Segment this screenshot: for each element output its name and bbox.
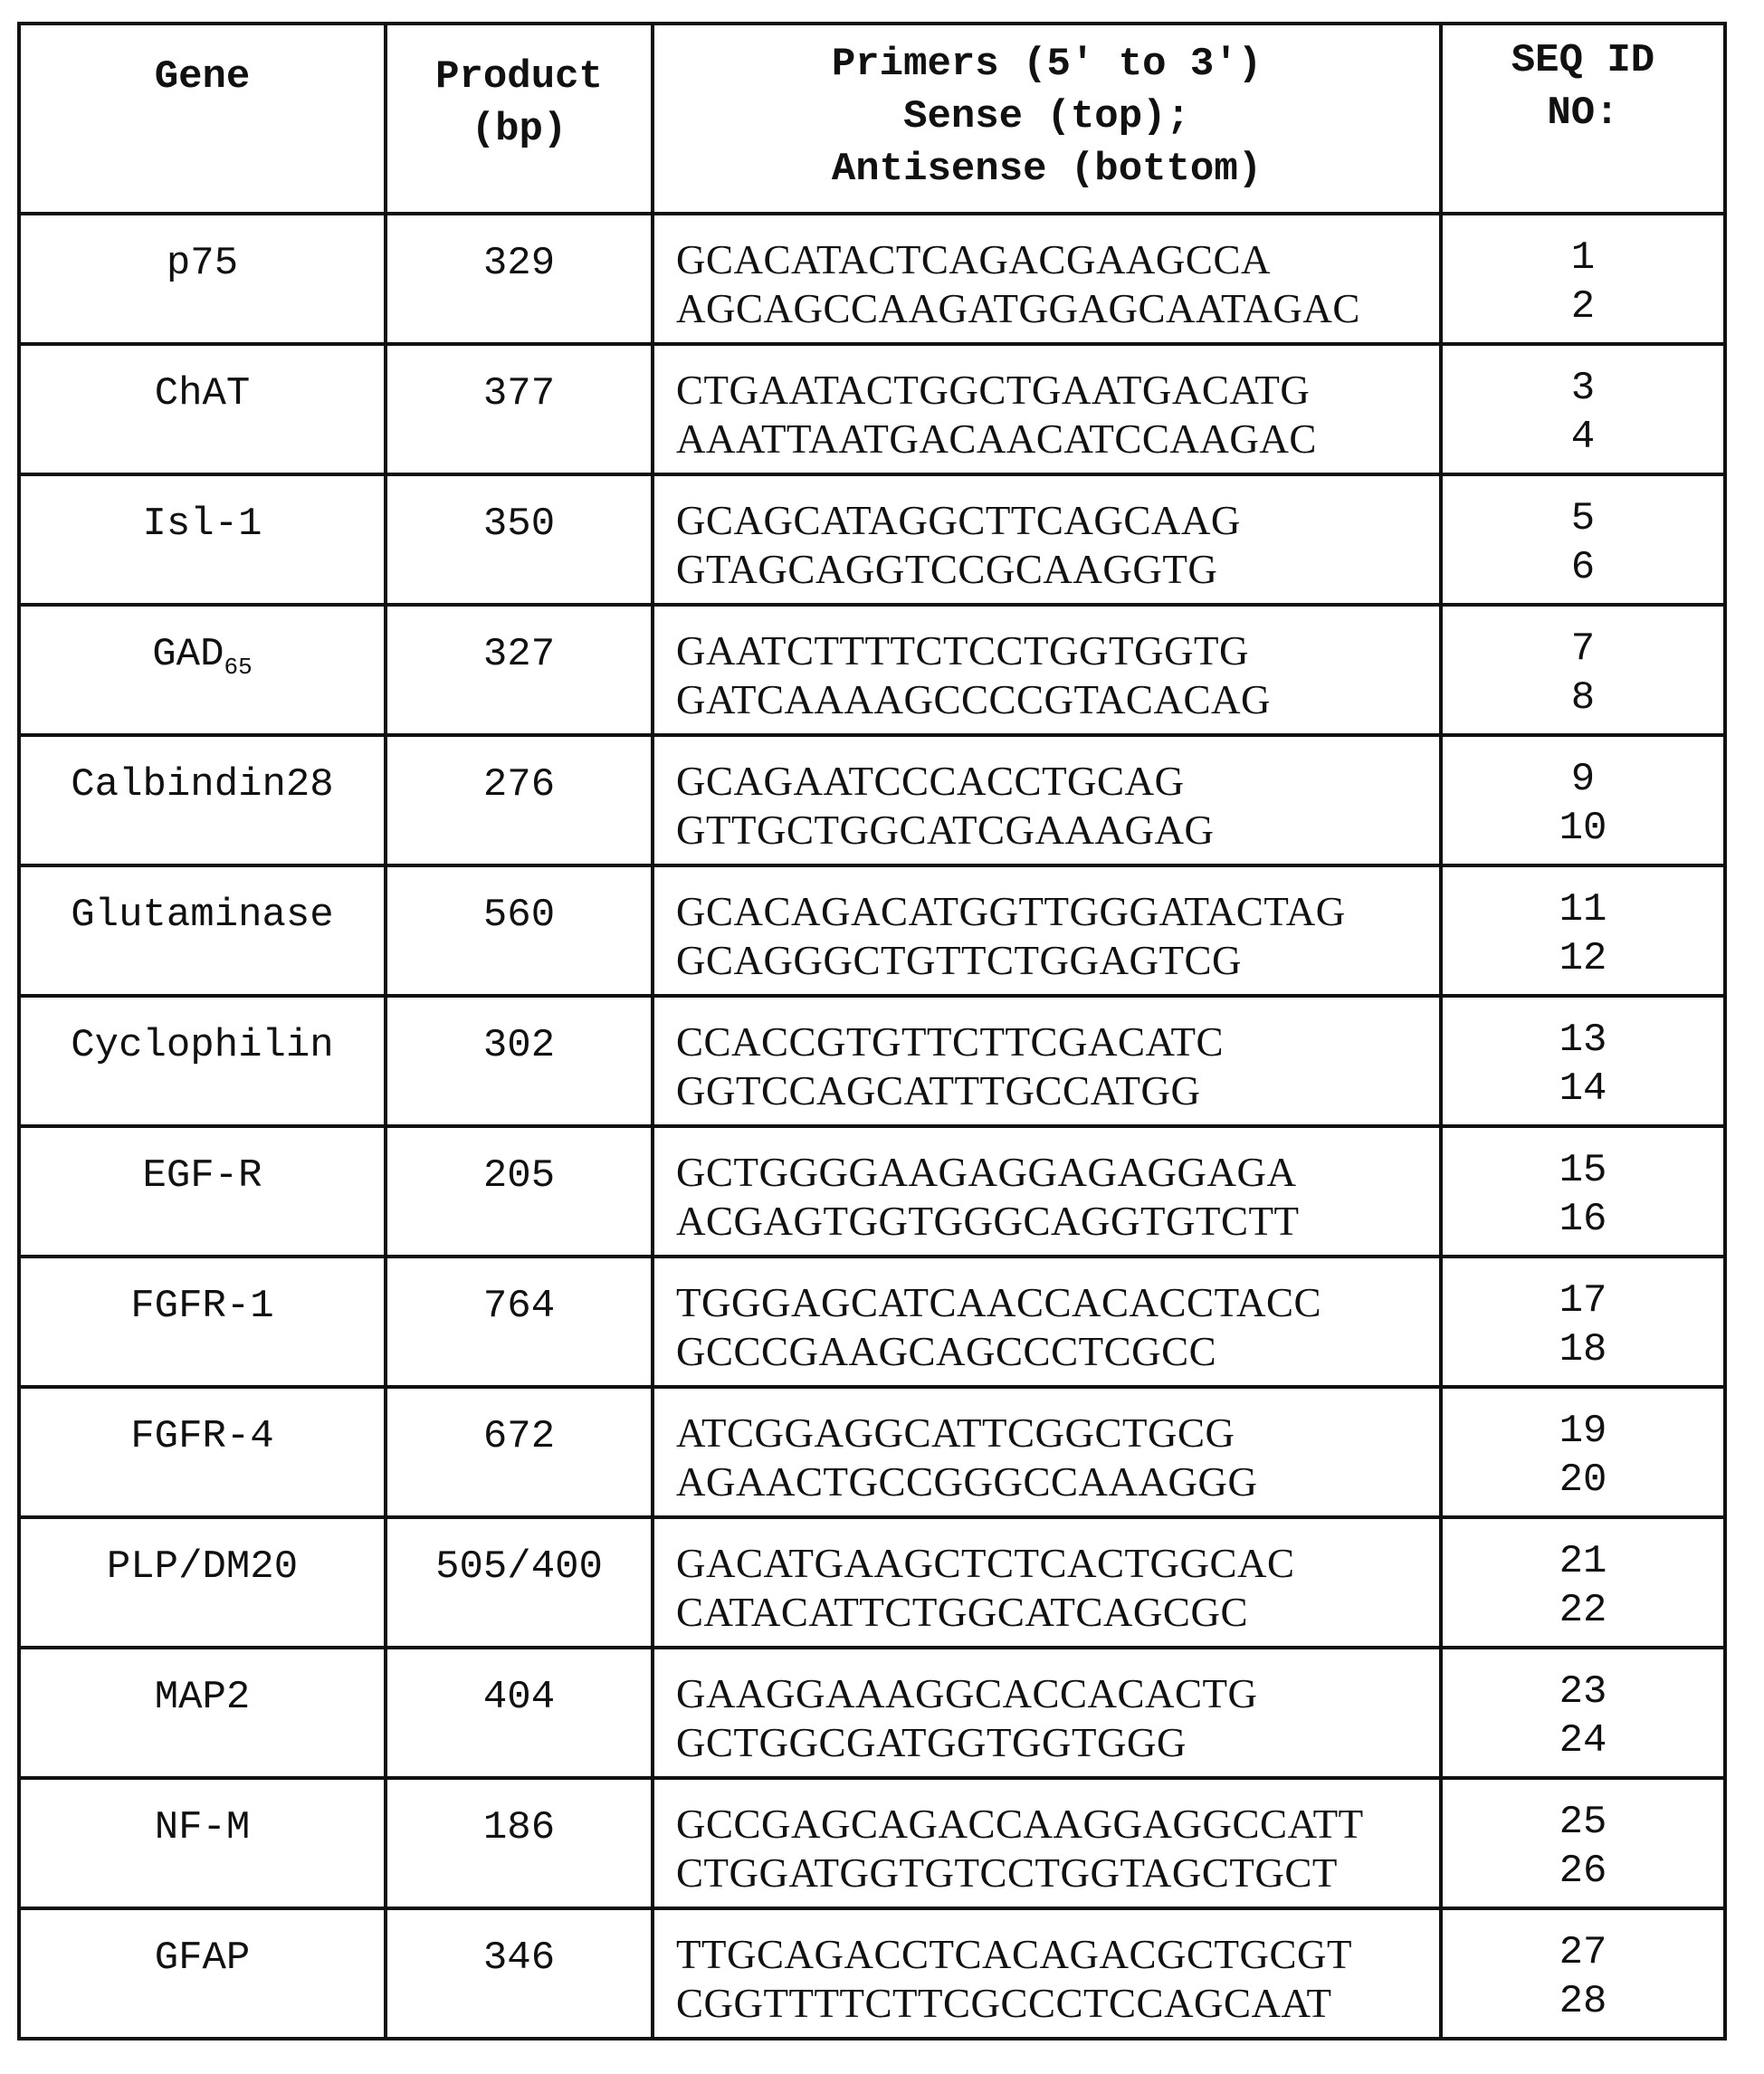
header-row: [19, 24, 1725, 214]
header-seq-line1: SEQ ID: [1443, 34, 1723, 87]
seq-id-cell: [1441, 1908, 1725, 2039]
header-gene-label: Gene: [155, 54, 251, 100]
seq-id-cell: [1441, 1778, 1725, 1908]
seq-id-sense: 1: [1443, 234, 1723, 282]
gene-name: GAD: [152, 632, 224, 677]
primers-cell: [653, 1778, 1441, 1908]
table-row: [19, 1517, 1725, 1648]
product-cell: [386, 1126, 653, 1257]
header-seq-id: [1441, 24, 1725, 214]
table-row: [19, 474, 1725, 605]
product-size: 329: [483, 241, 555, 286]
product-size: 505/400: [435, 1544, 603, 1590]
sense-primer: TTGCAGACCTCACAGACGCTGCGT: [676, 1930, 1439, 1979]
sense-primer: GAATCTTTTCTCCTGGTGGTG: [676, 626, 1439, 675]
seq-id-sense: 5: [1443, 494, 1723, 543]
table-row: [19, 1387, 1725, 1517]
gene-cell: [19, 1778, 386, 1908]
primers-cell: [653, 1257, 1441, 1387]
table-body: [19, 214, 1725, 2039]
gene-name: PLP/DM20: [107, 1544, 298, 1590]
primers-cell: [653, 1908, 1441, 2039]
sense-primer: GCACATACTCAGACGAAGCCA: [676, 235, 1439, 284]
gene-cell: [19, 1126, 386, 1257]
header-seq-line2: NO:: [1443, 87, 1723, 139]
seq-id-antisense: 24: [1443, 1716, 1723, 1765]
seq-id-sense: 9: [1443, 755, 1723, 804]
antisense-primer: CGGTTTTCTTCGCCCTCCAGCAAT: [676, 1979, 1439, 2028]
seq-id-cell: [1441, 214, 1725, 344]
sense-primer: GCCGAGCAGACCAAGGAGGCCATT: [676, 1800, 1439, 1849]
seq-id-sense: 7: [1443, 625, 1723, 674]
antisense-primer: CATACATTCTGGCATCAGCGC: [676, 1588, 1439, 1637]
antisense-primer: GCTGGCGATGGTGGTGGG: [676, 1718, 1439, 1767]
sense-primer: CTGAATACTGGCTGAATGACATG: [676, 366, 1439, 415]
product-size: 764: [483, 1284, 555, 1329]
gene-name: NF-M: [155, 1805, 251, 1850]
antisense-primer: GGTCCAGCATTTGCCATGG: [676, 1066, 1439, 1115]
header-product-line2: (bp): [387, 103, 651, 156]
seq-id-antisense: 8: [1443, 674, 1723, 722]
seq-id-sense: 3: [1443, 364, 1723, 413]
gene-cell: [19, 735, 386, 865]
table-row: [19, 1126, 1725, 1257]
antisense-primer: GCCCGAAGCAGCCCTCGCC: [676, 1327, 1439, 1376]
seq-id-antisense: 16: [1443, 1195, 1723, 1244]
product-size: 377: [483, 371, 555, 416]
seq-id-antisense: 10: [1443, 804, 1723, 853]
table-row: [19, 996, 1725, 1126]
product-cell: [386, 605, 653, 735]
product-cell: [386, 865, 653, 996]
antisense-primer: GTAGCAGGTCCGCAAGGTG: [676, 545, 1439, 594]
gene-cell: [19, 1908, 386, 2039]
primers-cell: [653, 1126, 1441, 1257]
sense-primer: TGGGAGCATCAACCACACCTACC: [676, 1278, 1439, 1327]
gene-cell: [19, 605, 386, 735]
header-product-line1: Product: [387, 51, 651, 103]
table-row: [19, 1778, 1725, 1908]
sense-primer: GCAGAATCCCACCTGCAG: [676, 757, 1439, 806]
product-cell: [386, 214, 653, 344]
primers-cell: [653, 1648, 1441, 1778]
gene-name: ChAT: [155, 371, 251, 416]
seq-id-cell: [1441, 735, 1725, 865]
product-cell: [386, 735, 653, 865]
gene-cell: [19, 474, 386, 605]
antisense-primer: AAATTAATGACAACATCCAAGAC: [676, 415, 1439, 464]
product-size: 327: [483, 632, 555, 677]
primers-cell: [653, 214, 1441, 344]
product-size: 560: [483, 893, 555, 938]
seq-id-sense: 25: [1443, 1798, 1723, 1847]
table-row: [19, 1908, 1725, 2039]
seq-id-cell: [1441, 1517, 1725, 1648]
seq-id-antisense: 28: [1443, 1977, 1723, 2026]
seq-id-sense: 23: [1443, 1668, 1723, 1716]
product-cell: [386, 1517, 653, 1648]
gene-name: Calbindin28: [71, 762, 333, 808]
seq-id-antisense: 2: [1443, 282, 1723, 331]
primers-cell: [653, 1517, 1441, 1648]
seq-id-sense: 21: [1443, 1537, 1723, 1586]
table-row: [19, 865, 1725, 996]
seq-id-antisense: 20: [1443, 1456, 1723, 1505]
primers-cell: [653, 865, 1441, 996]
antisense-primer: ACGAGTGGTGGGCAGGTGTCTT: [676, 1197, 1439, 1246]
primers-cell: [653, 996, 1441, 1126]
sense-primer: GACATGAAGCTCTCACTGGCAC: [676, 1539, 1439, 1588]
antisense-primer: AGCAGCCAAGATGGAGCAATAGAC: [676, 284, 1439, 333]
table-row: [19, 605, 1725, 735]
antisense-primer: GTTGCTGGCATCGAAAGAG: [676, 806, 1439, 855]
header-primers-line3: Antisense (bottom): [654, 143, 1439, 196]
gene-cell: [19, 1257, 386, 1387]
gene-cell: [19, 865, 386, 996]
seq-id-cell: [1441, 1648, 1725, 1778]
product-cell: [386, 1648, 653, 1778]
table-row: [19, 214, 1725, 344]
gene-name: p75: [167, 241, 238, 286]
product-size: 276: [483, 762, 555, 808]
seq-id-antisense: 12: [1443, 934, 1723, 983]
gene-cell: [19, 1517, 386, 1648]
product-cell: [386, 1908, 653, 2039]
product-cell: [386, 474, 653, 605]
seq-id-sense: 15: [1443, 1146, 1723, 1195]
antisense-primer: AGAACTGCCGGGCCAAAGGG: [676, 1458, 1439, 1506]
gene-cell: [19, 1648, 386, 1778]
gene-name: GFAP: [155, 1935, 251, 1981]
seq-id-antisense: 26: [1443, 1847, 1723, 1896]
gene-cell: [19, 344, 386, 474]
product-cell: [386, 1257, 653, 1387]
seq-id-sense: 11: [1443, 885, 1723, 934]
seq-id-sense: 13: [1443, 1016, 1723, 1065]
gene-name: EGF-R: [142, 1153, 262, 1199]
seq-id-cell: [1441, 605, 1725, 735]
seq-id-cell: [1441, 865, 1725, 996]
gene-cell: [19, 214, 386, 344]
primers-cell: [653, 605, 1441, 735]
antisense-primer: CTGGATGGTGTCCTGGTAGCTGCT: [676, 1849, 1439, 1897]
product-size: 672: [483, 1414, 555, 1459]
product-size: 350: [483, 502, 555, 547]
gene-cell: [19, 996, 386, 1126]
seq-id-cell: [1441, 1126, 1725, 1257]
table-row: [19, 1648, 1725, 1778]
seq-id-cell: [1441, 474, 1725, 605]
sense-primer: GCAGCATAGGCTTCAGCAAG: [676, 496, 1439, 545]
header-primers-line2: Sense (top);: [654, 91, 1439, 143]
product-size: 205: [483, 1153, 555, 1199]
sense-primer: CCACCGTGTTCTTCGACATC: [676, 1018, 1439, 1066]
primers-cell: [653, 735, 1441, 865]
header-primers: [653, 24, 1441, 214]
seq-id-antisense: 14: [1443, 1065, 1723, 1113]
gene-name: FGFR-1: [130, 1284, 273, 1329]
header-primers-line1: Primers (5' to 3'): [654, 38, 1439, 91]
seq-id-antisense: 22: [1443, 1586, 1723, 1635]
seq-id-cell: [1441, 996, 1725, 1126]
gene-name: MAP2: [155, 1675, 251, 1720]
gene-subscript: 65: [224, 654, 253, 681]
seq-id-cell: [1441, 1257, 1725, 1387]
gene-name: Isl-1: [142, 502, 262, 547]
antisense-primer: GATCAAAAGCCCCGTACACAG: [676, 675, 1439, 724]
gene-name: Glutaminase: [71, 893, 333, 938]
sense-primer: ATCGGAGGCATTCGGCTGCG: [676, 1409, 1439, 1458]
gene-name: FGFR-4: [130, 1414, 273, 1459]
table-row: [19, 1257, 1725, 1387]
seq-id-antisense: 6: [1443, 543, 1723, 592]
gene-name: Cyclophilin: [71, 1023, 333, 1068]
product-cell: [386, 996, 653, 1126]
primers-cell: [653, 474, 1441, 605]
product-cell: [386, 1387, 653, 1517]
product-size: 302: [483, 1023, 555, 1068]
seq-id-antisense: 18: [1443, 1325, 1723, 1374]
product-cell: [386, 344, 653, 474]
sense-primer: GCTGGGGAAGAGGAGAGGAGA: [676, 1148, 1439, 1197]
seq-id-sense: 27: [1443, 1928, 1723, 1977]
antisense-primer: GCAGGGCTGTTCTGGAGTCG: [676, 936, 1439, 985]
product-size: 404: [483, 1675, 555, 1720]
seq-id-sense: 17: [1443, 1276, 1723, 1325]
primers-cell: [653, 1387, 1441, 1517]
product-cell: [386, 1778, 653, 1908]
seq-id-sense: 19: [1443, 1407, 1723, 1456]
product-size: 186: [483, 1805, 555, 1850]
product-size: 346: [483, 1935, 555, 1981]
header-gene: [19, 24, 386, 214]
seq-id-cell: [1441, 1387, 1725, 1517]
table-row: [19, 735, 1725, 865]
table-row: [19, 344, 1725, 474]
header-product: [386, 24, 653, 214]
sense-primer: GCACAGACATGGTTGGGATACTAG: [676, 887, 1439, 936]
seq-id-antisense: 4: [1443, 413, 1723, 462]
primer-table: [17, 22, 1727, 2041]
primers-cell: [653, 344, 1441, 474]
seq-id-cell: [1441, 344, 1725, 474]
gene-cell: [19, 1387, 386, 1517]
sense-primer: GAAGGAAAGGCACCACACTG: [676, 1669, 1439, 1718]
